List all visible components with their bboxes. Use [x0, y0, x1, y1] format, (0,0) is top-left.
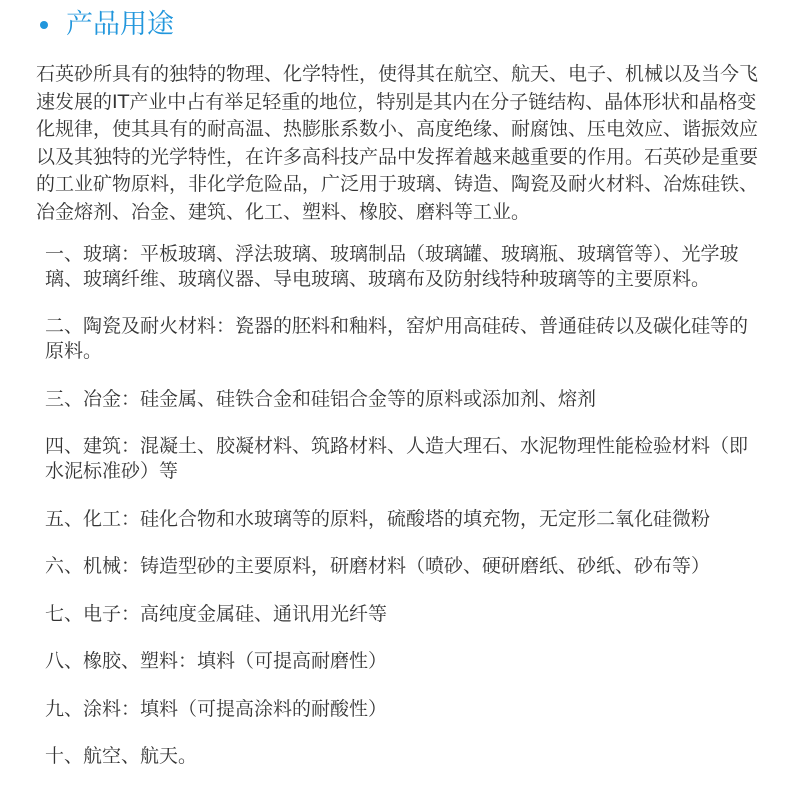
list-item-line: 六、机械：铸造型砂的主要原料，研磨材料（喷砂、硬研磨纸、砂纸、砂布等） [45, 555, 711, 577]
list-item [45, 314, 785, 364]
list-item [45, 434, 785, 484]
list-item [45, 507, 785, 532]
list-item-line: 五、化工：硅化合物和水玻璃等的原料，硫酸塔的填充物，无定形二氧化硅微粉 [45, 507, 711, 530]
list-item-line: 八、橡胶、塑料：填料（可提高耐磨性） [45, 650, 388, 672]
intro-line: 以及其独特的光学特性，在许多高科技产品中发挥着越来越重要的作用。石英砂是重要 [36, 145, 759, 168]
section-title: 产品用途 [66, 9, 174, 40]
intro-paragraph [36, 61, 784, 227]
intro-line: 速发展的IT产业中占有举足轻重的地位，特别是其内在分子链结构、晶体形状和晶格变 [36, 90, 757, 113]
list-item-line: 四、建筑：混凝土、胶凝材料、筑路材料、人造大理石、水泥物理性能检验材料（即 [45, 435, 749, 457]
list-item-line: 二、陶瓷及耐火材料：瓷器的胚料和釉料，窑炉用高硅砖、普通硅砖以及碳化硅等的 [45, 315, 749, 337]
list-item [45, 387, 785, 412]
list-item [45, 554, 785, 579]
list-item-line: 一、玻璃：平板玻璃、浮法玻璃、玻璃制品（玻璃罐、玻璃瓶、玻璃管等）、光学玻 [45, 242, 739, 265]
section-header [40, 8, 174, 42]
list-item [45, 744, 785, 769]
list-item [45, 697, 785, 722]
intro-line: 冶金熔剂、冶金、建筑、化工、塑料、橡胶、磨料等工业。 [36, 200, 531, 223]
list-item [45, 649, 785, 674]
list-item-line: 原料。 [45, 340, 103, 362]
list-item-line: 璃、玻璃纤维、玻璃仪器、导电玻璃、玻璃布及防射线特种玻璃等的主要原料。 [45, 267, 711, 290]
intro-line: 石英砂所具有的独特的物理、化学特性，使得其在航空、航天、电子、机械以及当今飞 [36, 63, 759, 85]
bullet-icon [40, 21, 48, 29]
list-item [45, 602, 785, 627]
list-item-line: 三、冶金：硅金属、硅铁合金和硅铝合金等的原料或添加剂、熔剂 [45, 387, 597, 410]
intro-line: 的工业矿物原料，非化学危险品，广泛用于玻璃、铸造、陶瓷及耐火材料、冶炼硅铁、 [36, 173, 759, 196]
uses-list [45, 242, 785, 792]
list-item [45, 242, 785, 292]
list-item-line: 水泥标准砂）等 [45, 460, 179, 482]
intro-line: 化规律，使其具有的耐高温、热膨胀系数小、高度绝缘、耐腐蚀、压电效应、谐振效应 [36, 118, 759, 141]
list-item-line: 九、涂料：填料（可提高涂料的耐酸性） [45, 697, 388, 720]
list-item-line: 七、电子：高纯度金属硅、通讯用光纤等 [45, 602, 388, 625]
list-item-line: 十、航空、航天。 [45, 745, 198, 767]
